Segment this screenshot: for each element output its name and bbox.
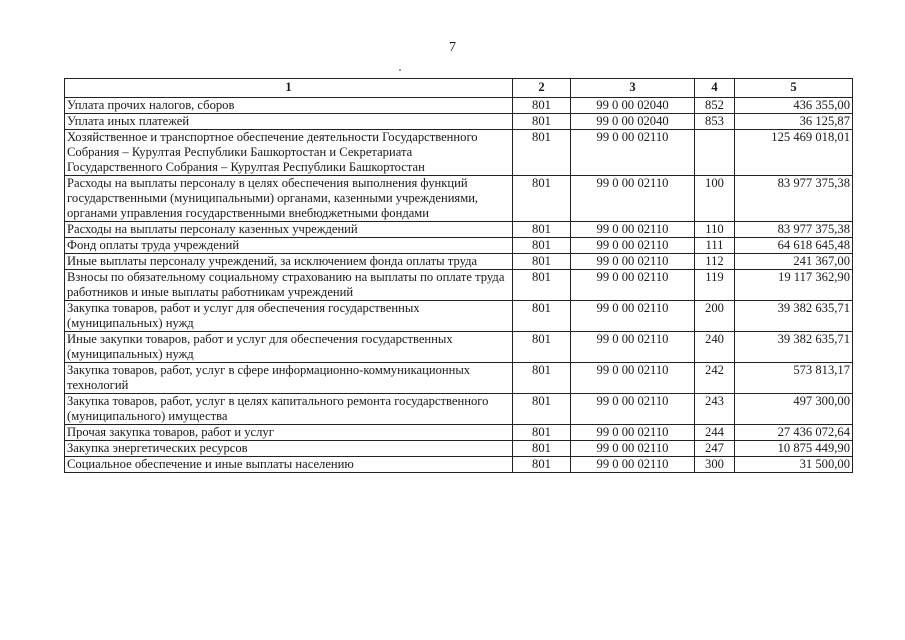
row-kind: 119 bbox=[695, 270, 735, 301]
header-col-2: 2 bbox=[513, 79, 571, 98]
row-csr: 99 0 00 02110 bbox=[571, 130, 695, 176]
row-csr: 99 0 00 02110 bbox=[571, 270, 695, 301]
row-name: Закупка товаров, работ и услуг для обеспечения государственных (муниципальных) нужд bbox=[65, 301, 513, 332]
row-name: Хозяйственное и транспортное обеспечение деятельности Государственного Собрания – Курултая Республики Башкортостан и Секретариата Государственного Собрания – Курултая Республики Башкортостан bbox=[65, 130, 513, 176]
row-code: 801 bbox=[513, 441, 571, 457]
row-code: 801 bbox=[513, 176, 571, 222]
row-kind: 110 bbox=[695, 222, 735, 238]
table-row bbox=[65, 254, 853, 270]
row-amount: 497 300,00 bbox=[735, 394, 853, 425]
row-amount: 19 117 362,90 bbox=[735, 270, 853, 301]
row-kind: 853 bbox=[695, 114, 735, 130]
row-name: Иные закупки товаров, работ и услуг для обеспечения государственных (муниципальных) нужд bbox=[65, 332, 513, 363]
table-row bbox=[65, 114, 853, 130]
row-amount: 31 500,00 bbox=[735, 457, 853, 473]
row-kind: 852 bbox=[695, 98, 735, 114]
row-csr: 99 0 00 02110 bbox=[571, 394, 695, 425]
row-name: Фонд оплаты труда учреждений bbox=[65, 238, 513, 254]
header-col-4: 4 bbox=[695, 79, 735, 98]
row-name: Расходы на выплаты персоналу в целях обеспечения выполнения функций государственными (муниципальными) органами, казенными учреждениями, органами управления государственными внебюджетными фондами bbox=[65, 176, 513, 222]
row-code: 801 bbox=[513, 114, 571, 130]
row-code: 801 bbox=[513, 238, 571, 254]
row-kind: 243 bbox=[695, 394, 735, 425]
budget-table bbox=[64, 78, 853, 473]
row-code: 801 bbox=[513, 425, 571, 441]
row-kind: 112 bbox=[695, 254, 735, 270]
header-col-3: 3 bbox=[571, 79, 695, 98]
row-code: 801 bbox=[513, 363, 571, 394]
row-amount: 125 469 018,01 bbox=[735, 130, 853, 176]
row-amount: 39 382 635,71 bbox=[735, 332, 853, 363]
row-csr: 99 0 00 02110 bbox=[571, 238, 695, 254]
row-name: Социальное обеспечение и иные выплаты населению bbox=[65, 457, 513, 473]
row-csr: 99 0 00 02110 bbox=[571, 176, 695, 222]
row-code: 801 bbox=[513, 457, 571, 473]
table-row bbox=[65, 363, 853, 394]
table-row bbox=[65, 457, 853, 473]
row-amount: 573 813,17 bbox=[735, 363, 853, 394]
row-kind bbox=[695, 130, 735, 176]
row-amount: 39 382 635,71 bbox=[735, 301, 853, 332]
row-csr: 99 0 00 02110 bbox=[571, 254, 695, 270]
row-amount: 83 977 375,38 bbox=[735, 222, 853, 238]
row-code: 801 bbox=[513, 222, 571, 238]
row-amount: 83 977 375,38 bbox=[735, 176, 853, 222]
row-amount: 27 436 072,64 bbox=[735, 425, 853, 441]
row-kind: 300 bbox=[695, 457, 735, 473]
table-row bbox=[65, 222, 853, 238]
table-row bbox=[65, 238, 853, 254]
row-name: Уплата иных платежей bbox=[65, 114, 513, 130]
row-amount: 241 367,00 bbox=[735, 254, 853, 270]
row-csr: 99 0 00 02110 bbox=[571, 332, 695, 363]
row-csr: 99 0 00 02110 bbox=[571, 363, 695, 394]
row-amount: 64 618 645,48 bbox=[735, 238, 853, 254]
row-csr: 99 0 00 02110 bbox=[571, 301, 695, 332]
table-row bbox=[65, 425, 853, 441]
row-csr: 99 0 00 02110 bbox=[571, 425, 695, 441]
header-col-5: 5 bbox=[735, 79, 853, 98]
row-name: Прочая закупка товаров, работ и услуг bbox=[65, 425, 513, 441]
header-col-1: 1 bbox=[65, 79, 513, 98]
table-row bbox=[65, 176, 853, 222]
row-csr: 99 0 00 02110 bbox=[571, 441, 695, 457]
table-row bbox=[65, 270, 853, 301]
row-amount: 10 875 449,90 bbox=[735, 441, 853, 457]
row-code: 801 bbox=[513, 130, 571, 176]
row-amount: 36 125,87 bbox=[735, 114, 853, 130]
page-number: 7 bbox=[449, 40, 456, 55]
header-row bbox=[65, 79, 853, 98]
row-name: Взносы по обязательному социальному страхованию на выплаты по оплате труда работников и иные выплаты работникам учреждений bbox=[65, 270, 513, 301]
row-kind: 244 bbox=[695, 425, 735, 441]
row-name: Закупка товаров, работ, услуг в сфере информационно-коммуникационных технологий bbox=[65, 363, 513, 394]
table-row bbox=[65, 98, 853, 114]
row-code: 801 bbox=[513, 254, 571, 270]
row-kind: 242 bbox=[695, 363, 735, 394]
row-csr: 99 0 00 02040 bbox=[571, 114, 695, 130]
table-row bbox=[65, 130, 853, 176]
row-kind: 100 bbox=[695, 176, 735, 222]
row-code: 801 bbox=[513, 394, 571, 425]
row-code: 801 bbox=[513, 301, 571, 332]
row-amount: 436 355,00 bbox=[735, 98, 853, 114]
row-name: Расходы на выплаты персоналу казенных учреждений bbox=[65, 222, 513, 238]
table-row bbox=[65, 394, 853, 425]
row-name: Закупка энергетических ресурсов bbox=[65, 441, 513, 457]
row-kind: 247 bbox=[695, 441, 735, 457]
row-kind: 111 bbox=[695, 238, 735, 254]
scan-speck bbox=[399, 69, 401, 71]
row-name: Закупка товаров, работ, услуг в целях капитального ремонта государственного (муниципального) имущества bbox=[65, 394, 513, 425]
row-name: Уплата прочих налогов, сборов bbox=[65, 98, 513, 114]
row-name: Иные выплаты персоналу учреждений, за исключением фонда оплаты труда bbox=[65, 254, 513, 270]
row-csr: 99 0 00 02040 bbox=[571, 98, 695, 114]
row-code: 801 bbox=[513, 332, 571, 363]
table-row bbox=[65, 301, 853, 332]
row-csr: 99 0 00 02110 bbox=[571, 222, 695, 238]
table-row bbox=[65, 332, 853, 363]
row-code: 801 bbox=[513, 98, 571, 114]
table-row bbox=[65, 441, 853, 457]
row-code: 801 bbox=[513, 270, 571, 301]
row-csr: 99 0 00 02110 bbox=[571, 457, 695, 473]
row-kind: 240 bbox=[695, 332, 735, 363]
row-kind: 200 bbox=[695, 301, 735, 332]
